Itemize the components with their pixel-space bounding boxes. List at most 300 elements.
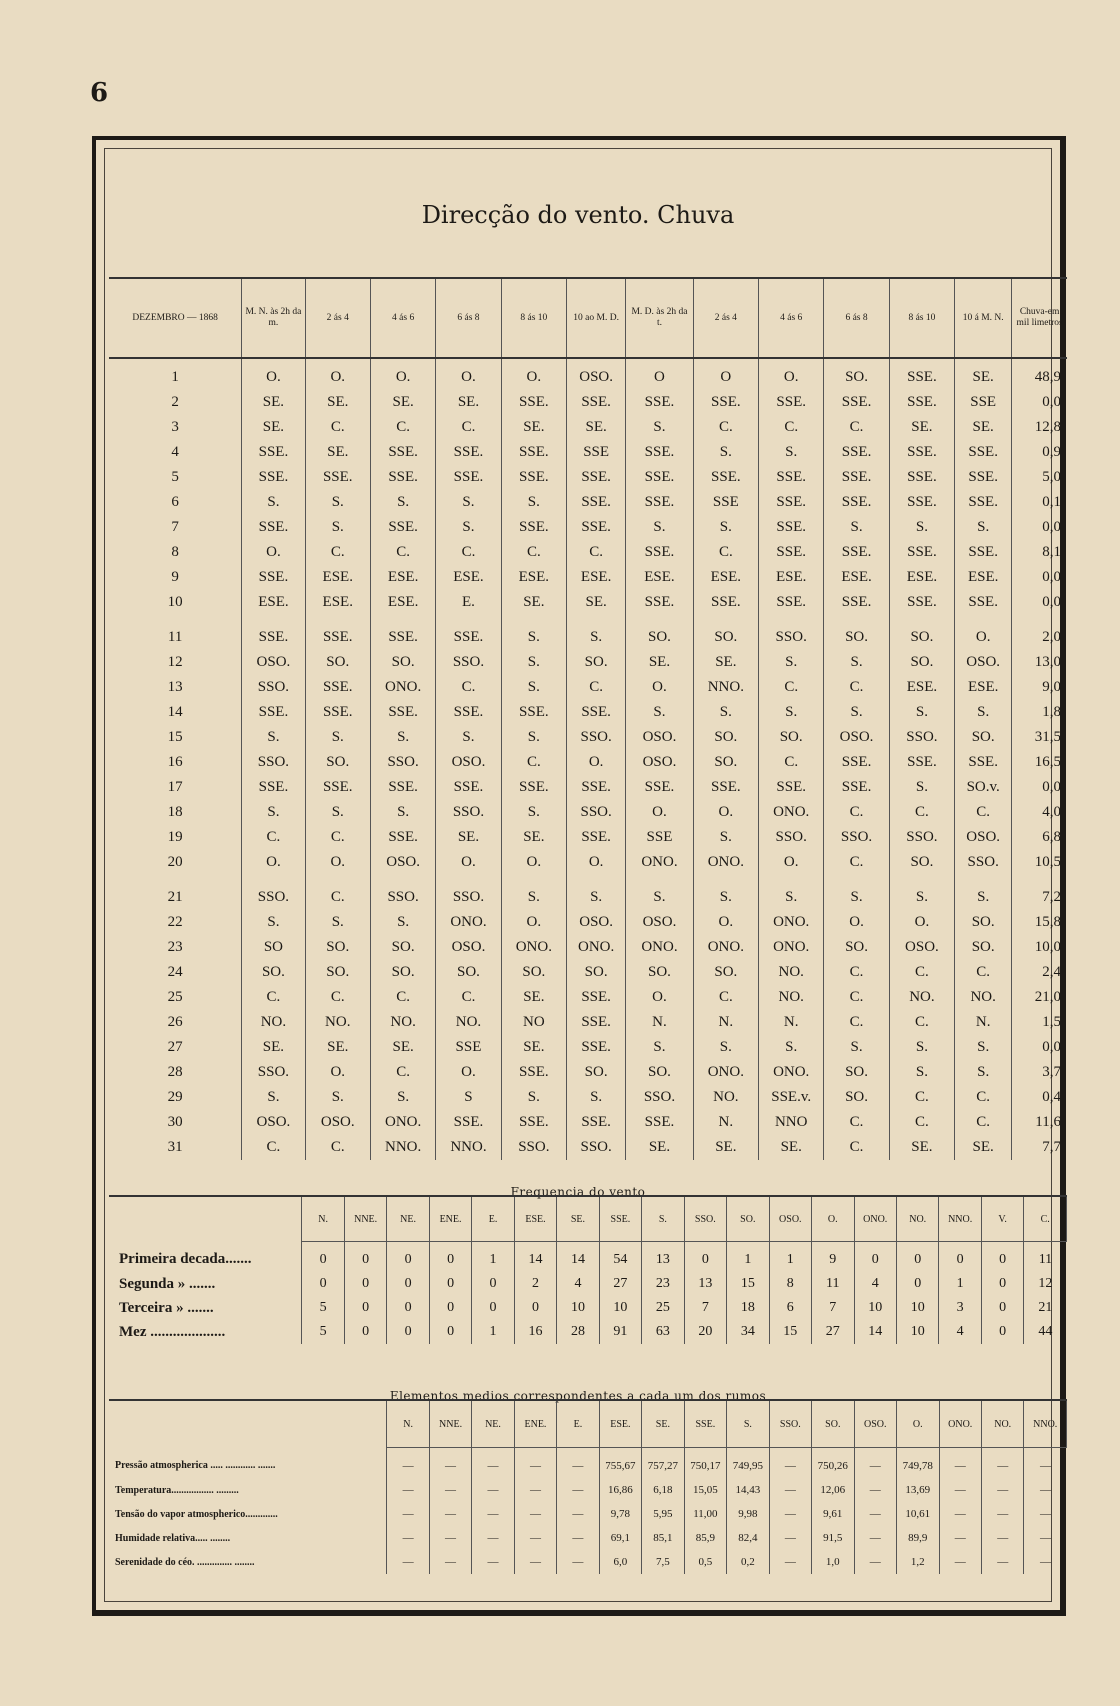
day-cell: 16 bbox=[167, 754, 183, 770]
wind-cell: SSE. bbox=[501, 1060, 566, 1085]
freq-cell: 11 bbox=[812, 1272, 854, 1296]
wind-cell: OSO. bbox=[305, 1110, 370, 1135]
main-header-cell: M. N. às 2h da m. bbox=[242, 278, 305, 358]
wind-cell: S. bbox=[759, 1035, 824, 1060]
wind-cell: SSE. bbox=[693, 775, 758, 800]
wind-cell: SE. bbox=[501, 415, 566, 440]
wind-cell: O. bbox=[693, 800, 758, 825]
wind-cell: SE. bbox=[242, 390, 305, 415]
wind-cell: SE. bbox=[501, 1035, 566, 1060]
wind-cell: SSO. bbox=[242, 1060, 305, 1085]
wind-cell: SE. bbox=[501, 825, 566, 850]
table-frame bbox=[92, 136, 1066, 1616]
wind-cell: SE. bbox=[567, 590, 626, 615]
wind-cell: C. bbox=[955, 960, 1012, 985]
table-row bbox=[109, 725, 1067, 750]
wind-cell: SSE. bbox=[824, 540, 889, 565]
table-row bbox=[109, 910, 1067, 935]
wind-cell: SSE. bbox=[242, 465, 305, 490]
wind-cell: SO. bbox=[693, 615, 758, 650]
wind-cell: SE. bbox=[501, 590, 566, 615]
wind-cell: SSE. bbox=[501, 390, 566, 415]
wind-cell: O. bbox=[759, 850, 824, 875]
table-row bbox=[109, 875, 1067, 910]
elem-cell: — bbox=[939, 1550, 981, 1574]
wind-cell: ESE. bbox=[370, 565, 435, 590]
wind-cell: SSE. bbox=[626, 465, 693, 490]
wind-cell: SSE bbox=[626, 825, 693, 850]
elem-cell: 11,00 bbox=[684, 1502, 726, 1526]
wind-cell: OSO. bbox=[436, 935, 501, 960]
wind-cell: ONO. bbox=[759, 1060, 824, 1085]
freq-cell: 0 bbox=[344, 1272, 386, 1296]
wind-cell: SE. bbox=[889, 415, 954, 440]
wind-cell: ESE. bbox=[567, 565, 626, 590]
wind-cell: OSO. bbox=[242, 1110, 305, 1135]
wind-cell: SE. bbox=[955, 358, 1012, 390]
wind-cell: SO. bbox=[889, 850, 954, 875]
wind-cell: SSE. bbox=[955, 540, 1012, 565]
wind-cell: S. bbox=[889, 1035, 954, 1060]
wind-cell: S. bbox=[626, 1035, 693, 1060]
wind-cell: OSO. bbox=[824, 725, 889, 750]
wind-cell: O. bbox=[626, 675, 693, 700]
table-row bbox=[109, 1110, 1067, 1135]
wind-cell: SE. bbox=[955, 415, 1012, 440]
elem-row-label: Serenidade do céo. .............. ........ bbox=[115, 1556, 255, 1568]
freq-cell: 0 bbox=[387, 1242, 429, 1273]
wind-cell: SE. bbox=[889, 1135, 954, 1160]
wind-cell: OSO. bbox=[567, 910, 626, 935]
elem-cell: 10,61 bbox=[897, 1502, 939, 1526]
wind-cell: SSE. bbox=[955, 490, 1012, 515]
elem-cell: — bbox=[387, 1526, 429, 1550]
elem-cell: — bbox=[854, 1526, 896, 1550]
freq-cell: 0 bbox=[981, 1320, 1023, 1344]
elem-cell: 749,78 bbox=[897, 1448, 939, 1479]
freq-header-cell: O. bbox=[812, 1196, 854, 1242]
rain-cell: 0,9 bbox=[1012, 440, 1067, 465]
elem-cell: — bbox=[981, 1526, 1023, 1550]
day-cell: 13 bbox=[167, 679, 183, 695]
wind-cell: SSE bbox=[567, 440, 626, 465]
freq-header-cell: ESE. bbox=[514, 1196, 556, 1242]
freq-cell: 0 bbox=[472, 1296, 514, 1320]
table-row bbox=[109, 850, 1067, 875]
elem-cell: — bbox=[557, 1448, 599, 1479]
elem-cell: — bbox=[981, 1478, 1023, 1502]
wind-cell: S. bbox=[626, 415, 693, 440]
wind-cell: S. bbox=[759, 700, 824, 725]
wind-cell: ESE. bbox=[242, 590, 305, 615]
wind-cell: SE. bbox=[305, 1035, 370, 1060]
wind-cell: C. bbox=[889, 800, 954, 825]
wind-cell: N. bbox=[955, 1010, 1012, 1035]
elem-cell: — bbox=[939, 1448, 981, 1479]
wind-cell: SSE. bbox=[370, 465, 435, 490]
day-cell: 6 bbox=[171, 494, 179, 510]
day-cell: 28 bbox=[167, 1064, 183, 1080]
main-header-cell: 8 ás 10 bbox=[889, 278, 954, 358]
wind-cell: NO. bbox=[242, 1010, 305, 1035]
day-cell: 30 bbox=[167, 1114, 183, 1130]
table-row bbox=[109, 415, 1067, 440]
freq-cell: 2 bbox=[514, 1272, 556, 1296]
wind-cell: S. bbox=[567, 1085, 626, 1110]
freq-cell: 21 bbox=[1024, 1296, 1067, 1320]
wind-cell: SSO. bbox=[759, 615, 824, 650]
freq-cell: 10 bbox=[896, 1320, 938, 1344]
elem-cell: 757,27 bbox=[642, 1448, 684, 1479]
wind-cell: SE. bbox=[436, 825, 501, 850]
wind-cell: SO. bbox=[501, 960, 566, 985]
wind-cell: S. bbox=[824, 650, 889, 675]
wind-cell: SSO. bbox=[436, 650, 501, 675]
wind-cell: SO. bbox=[567, 960, 626, 985]
wind-cell: OSO. bbox=[626, 750, 693, 775]
freq-cell: 5 bbox=[302, 1320, 344, 1344]
wind-cell: O. bbox=[626, 985, 693, 1010]
wind-cell: SSE. bbox=[889, 490, 954, 515]
day-cell: 8 bbox=[171, 544, 179, 560]
wind-cell: SSO. bbox=[567, 1135, 626, 1160]
table-row bbox=[109, 1272, 1067, 1296]
wind-cell: ESE. bbox=[305, 565, 370, 590]
wind-cell: S. bbox=[501, 875, 566, 910]
wind-cell: ESE. bbox=[305, 590, 370, 615]
wind-cell: SSE. bbox=[567, 465, 626, 490]
wind-cell: SSE. bbox=[955, 440, 1012, 465]
day-cell: 26 bbox=[167, 1014, 183, 1030]
wind-cell: SSE. bbox=[436, 440, 501, 465]
freq-cell: 54 bbox=[599, 1242, 641, 1273]
freq-cell: 0 bbox=[387, 1272, 429, 1296]
freq-cell: 14 bbox=[854, 1320, 896, 1344]
wind-cell: S. bbox=[242, 1085, 305, 1110]
freq-header-cell: SO. bbox=[727, 1196, 769, 1242]
wind-cell: SSE. bbox=[759, 540, 824, 565]
wind-cell: SSO. bbox=[242, 875, 305, 910]
freq-header-cell: NNO. bbox=[939, 1196, 981, 1242]
wind-cell: SSE. bbox=[567, 390, 626, 415]
freq-header-cell: ENE. bbox=[429, 1196, 471, 1242]
wind-cell: O. bbox=[759, 358, 824, 390]
elem-cell: 91,5 bbox=[812, 1526, 854, 1550]
elem-header-cell: N. bbox=[387, 1400, 429, 1448]
elem-cell: 0,5 bbox=[684, 1550, 726, 1574]
wind-cell: SSE. bbox=[824, 750, 889, 775]
elem-cell: — bbox=[981, 1502, 1023, 1526]
wind-cell: S. bbox=[305, 800, 370, 825]
main-header-cell: 4 ás 6 bbox=[370, 278, 435, 358]
elem-cell: — bbox=[557, 1526, 599, 1550]
wind-cell: SSO. bbox=[436, 875, 501, 910]
wind-cell: NO. bbox=[436, 1010, 501, 1035]
elem-header-cell: ESE. bbox=[599, 1400, 641, 1448]
table-row bbox=[109, 1320, 1067, 1344]
table-row bbox=[109, 1526, 1067, 1550]
main-header-cell: 6 ás 8 bbox=[824, 278, 889, 358]
wind-cell: SE. bbox=[759, 1135, 824, 1160]
main-header-cell: 6 ás 8 bbox=[436, 278, 501, 358]
wind-cell: C. bbox=[370, 415, 435, 440]
freq-cell: 5 bbox=[302, 1296, 344, 1320]
day-cell: 12 bbox=[167, 654, 183, 670]
elem-cell: 755,67 bbox=[599, 1448, 641, 1479]
wind-frequency-table bbox=[109, 1195, 1067, 1344]
elem-cell: — bbox=[514, 1448, 556, 1479]
elem-cell: — bbox=[981, 1550, 1023, 1574]
rain-cell: 16,5 bbox=[1012, 750, 1067, 775]
wind-cell: SSE. bbox=[501, 440, 566, 465]
wind-cell: NO. bbox=[693, 1085, 758, 1110]
wind-cell: SSE. bbox=[759, 590, 824, 615]
table-row bbox=[109, 650, 1067, 675]
wind-cell: OSO. bbox=[436, 750, 501, 775]
day-cell: 24 bbox=[167, 964, 183, 980]
rain-cell: 1,8 bbox=[1012, 700, 1067, 725]
wind-cell: SO. bbox=[824, 358, 889, 390]
wind-cell: S. bbox=[693, 700, 758, 725]
wind-cell: S. bbox=[955, 1035, 1012, 1060]
wind-cell: SSE bbox=[955, 390, 1012, 415]
wind-cell: SSE. bbox=[955, 590, 1012, 615]
wind-cell: SSE. bbox=[242, 515, 305, 540]
wind-cell: O. bbox=[626, 800, 693, 825]
wind-cell: C. bbox=[305, 985, 370, 1010]
freq-cell: 0 bbox=[344, 1296, 386, 1320]
freq-cell: 11 bbox=[1024, 1242, 1067, 1273]
wind-cell: O. bbox=[436, 850, 501, 875]
wind-cell: O. bbox=[955, 615, 1012, 650]
wind-cell: O. bbox=[305, 358, 370, 390]
table-row bbox=[109, 465, 1067, 490]
wind-cell: S. bbox=[501, 1085, 566, 1110]
wind-cell: S. bbox=[759, 440, 824, 465]
wind-cell: ESE. bbox=[824, 565, 889, 590]
wind-cell: NO. bbox=[889, 985, 954, 1010]
freq-header-cell: SSE. bbox=[599, 1196, 641, 1242]
elem-cell: — bbox=[854, 1478, 896, 1502]
freq-cell: 10 bbox=[854, 1296, 896, 1320]
wind-cell: SSE. bbox=[501, 1110, 566, 1135]
wind-cell: NO. bbox=[955, 985, 1012, 1010]
freq-cell: 7 bbox=[684, 1296, 726, 1320]
day-cell: 15 bbox=[167, 729, 183, 745]
wind-cell: SSE. bbox=[501, 465, 566, 490]
freq-cell: 0 bbox=[684, 1242, 726, 1273]
wind-cell: S. bbox=[889, 515, 954, 540]
freq-cell: 34 bbox=[727, 1320, 769, 1344]
elem-row-label: Temperatura................. ......... bbox=[115, 1484, 239, 1496]
elem-header-cell: NE. bbox=[472, 1400, 514, 1448]
wind-cell: S. bbox=[501, 725, 566, 750]
day-cell: 18 bbox=[167, 804, 183, 820]
wind-cell: SSE. bbox=[824, 490, 889, 515]
rain-cell: 7,7 bbox=[1012, 1135, 1067, 1160]
wind-cell: C. bbox=[693, 415, 758, 440]
wind-cell: SSO. bbox=[955, 850, 1012, 875]
wind-cell: SSE. bbox=[567, 1035, 626, 1060]
wind-cell: C. bbox=[436, 540, 501, 565]
wind-cell: S. bbox=[955, 1060, 1012, 1085]
wind-cell: C. bbox=[305, 540, 370, 565]
elem-cell: — bbox=[387, 1502, 429, 1526]
wind-cell: SSE. bbox=[824, 440, 889, 465]
freq-header-cell: NO. bbox=[896, 1196, 938, 1242]
wind-cell: OSO. bbox=[626, 725, 693, 750]
wind-cell: N. bbox=[693, 1010, 758, 1035]
wind-cell: SSE. bbox=[759, 515, 824, 540]
elem-header-cell: O. bbox=[897, 1400, 939, 1448]
elem-cell: 1,0 bbox=[812, 1550, 854, 1574]
freq-cell: 1 bbox=[472, 1320, 514, 1344]
elem-cell: — bbox=[1024, 1526, 1067, 1550]
wind-cell: O bbox=[693, 358, 758, 390]
wind-cell: C. bbox=[370, 1060, 435, 1085]
wind-cell: ESE. bbox=[370, 590, 435, 615]
freq-cell: 20 bbox=[684, 1320, 726, 1344]
wind-cell: C. bbox=[436, 985, 501, 1010]
elem-cell: — bbox=[854, 1550, 896, 1574]
wind-cell: S. bbox=[370, 1085, 435, 1110]
freq-cell: 10 bbox=[557, 1296, 599, 1320]
wind-cell: SSE. bbox=[567, 775, 626, 800]
wind-cell: O. bbox=[305, 850, 370, 875]
freq-cell: 9 bbox=[812, 1242, 854, 1273]
wind-cell: S. bbox=[693, 440, 758, 465]
wind-cell: SSE. bbox=[370, 515, 435, 540]
freq-header-cell: NE. bbox=[387, 1196, 429, 1242]
elem-cell: — bbox=[769, 1448, 811, 1479]
rain-cell: 11,6 bbox=[1012, 1110, 1067, 1135]
wind-cell: S. bbox=[305, 490, 370, 515]
freq-cell: 1 bbox=[727, 1242, 769, 1273]
freq-cell: 14 bbox=[557, 1242, 599, 1273]
wind-cell: S. bbox=[693, 515, 758, 540]
elem-cell: — bbox=[769, 1550, 811, 1574]
elem-cell: 85,9 bbox=[684, 1526, 726, 1550]
freq-cell: 0 bbox=[514, 1296, 556, 1320]
wind-cell: S. bbox=[501, 800, 566, 825]
freq-cell: 23 bbox=[642, 1272, 684, 1296]
main-header-cell: M. D. às 2h da t. bbox=[626, 278, 693, 358]
day-cell: 19 bbox=[167, 829, 183, 845]
wind-cell: ONO. bbox=[626, 850, 693, 875]
freq-header-cell: V. bbox=[981, 1196, 1023, 1242]
freq-cell: 0 bbox=[429, 1320, 471, 1344]
wind-cell: SSO. bbox=[759, 825, 824, 850]
wind-cell: S. bbox=[824, 700, 889, 725]
elem-cell: — bbox=[472, 1526, 514, 1550]
wind-cell: SO. bbox=[955, 935, 1012, 960]
wind-cell: SSE. bbox=[305, 675, 370, 700]
wind-cell: S. bbox=[889, 700, 954, 725]
wind-cell: SSE. bbox=[242, 700, 305, 725]
elem-cell: 13,69 bbox=[897, 1478, 939, 1502]
wind-cell: N. bbox=[626, 1010, 693, 1035]
elem-cell: 14,43 bbox=[727, 1478, 769, 1502]
wind-cell: SO. bbox=[626, 1060, 693, 1085]
wind-cell: NNO. bbox=[370, 1135, 435, 1160]
wind-cell: SSE. bbox=[626, 490, 693, 515]
freq-cell: 0 bbox=[981, 1296, 1023, 1320]
freq-cell: 0 bbox=[387, 1296, 429, 1320]
wind-cell: ONO. bbox=[693, 935, 758, 960]
wind-cell: ESE. bbox=[436, 565, 501, 590]
wind-cell: OSO. bbox=[955, 650, 1012, 675]
wind-cell: O. bbox=[501, 910, 566, 935]
wind-cell: OSO. bbox=[626, 910, 693, 935]
wind-cell: SSE.v. bbox=[759, 1085, 824, 1110]
rain-cell: 10,5 bbox=[1012, 850, 1067, 875]
wind-cell: S. bbox=[370, 910, 435, 935]
elem-cell: 5,95 bbox=[642, 1502, 684, 1526]
wind-cell: S. bbox=[501, 490, 566, 515]
day-cell: 1 bbox=[171, 369, 179, 385]
wind-cell: S. bbox=[759, 650, 824, 675]
freq-cell: 0 bbox=[387, 1320, 429, 1344]
rain-cell: 0,1 bbox=[1012, 490, 1067, 515]
wind-cell: SSE. bbox=[824, 465, 889, 490]
freq-cell: 63 bbox=[642, 1320, 684, 1344]
wind-cell: SE. bbox=[242, 415, 305, 440]
freq-cell: 0 bbox=[981, 1242, 1023, 1273]
wind-cell: O. bbox=[436, 358, 501, 390]
rain-cell: 0,0 bbox=[1012, 590, 1067, 615]
freq-cell: 15 bbox=[727, 1272, 769, 1296]
elem-cell: 16,86 bbox=[599, 1478, 641, 1502]
freq-cell: 0 bbox=[429, 1296, 471, 1320]
freq-cell: 6 bbox=[769, 1296, 811, 1320]
table-row bbox=[109, 1060, 1067, 1085]
wind-cell: S. bbox=[242, 910, 305, 935]
wind-cell: NNO bbox=[759, 1110, 824, 1135]
wind-cell: OSO. bbox=[955, 825, 1012, 850]
wind-cell: SSE. bbox=[305, 465, 370, 490]
elem-header-cell: S. bbox=[727, 1400, 769, 1448]
elem-cell: 9,98 bbox=[727, 1502, 769, 1526]
rain-cell: 0,0 bbox=[1012, 565, 1067, 590]
freq-cell: 10 bbox=[599, 1296, 641, 1320]
wind-cell: SSE. bbox=[370, 440, 435, 465]
wind-cell: C. bbox=[759, 675, 824, 700]
table-row bbox=[109, 1550, 1067, 1574]
elem-cell: — bbox=[387, 1550, 429, 1574]
wind-cell: SSE. bbox=[436, 1110, 501, 1135]
wind-cell: SSE. bbox=[693, 590, 758, 615]
frequency-title: Frequencia do vento bbox=[510, 1185, 646, 1199]
day-cell: 11 bbox=[167, 629, 183, 645]
wind-cell: S. bbox=[626, 875, 693, 910]
wind-cell: S. bbox=[955, 875, 1012, 910]
elem-cell: — bbox=[429, 1502, 471, 1526]
table-row bbox=[109, 440, 1067, 465]
elem-cell: — bbox=[769, 1526, 811, 1550]
wind-cell: ESE. bbox=[955, 565, 1012, 590]
wind-cell: C. bbox=[693, 540, 758, 565]
elem-cell: 12,06 bbox=[812, 1478, 854, 1502]
wind-cell: SO. bbox=[626, 615, 693, 650]
wind-cell: SSO. bbox=[370, 875, 435, 910]
wind-cell: ONO. bbox=[626, 935, 693, 960]
wind-cell: C. bbox=[824, 1135, 889, 1160]
wind-cell: ESE. bbox=[889, 675, 954, 700]
elem-cell: — bbox=[981, 1448, 1023, 1479]
wind-cell: C. bbox=[370, 540, 435, 565]
wind-cell: SSO. bbox=[626, 1085, 693, 1110]
elem-cell: — bbox=[939, 1478, 981, 1502]
